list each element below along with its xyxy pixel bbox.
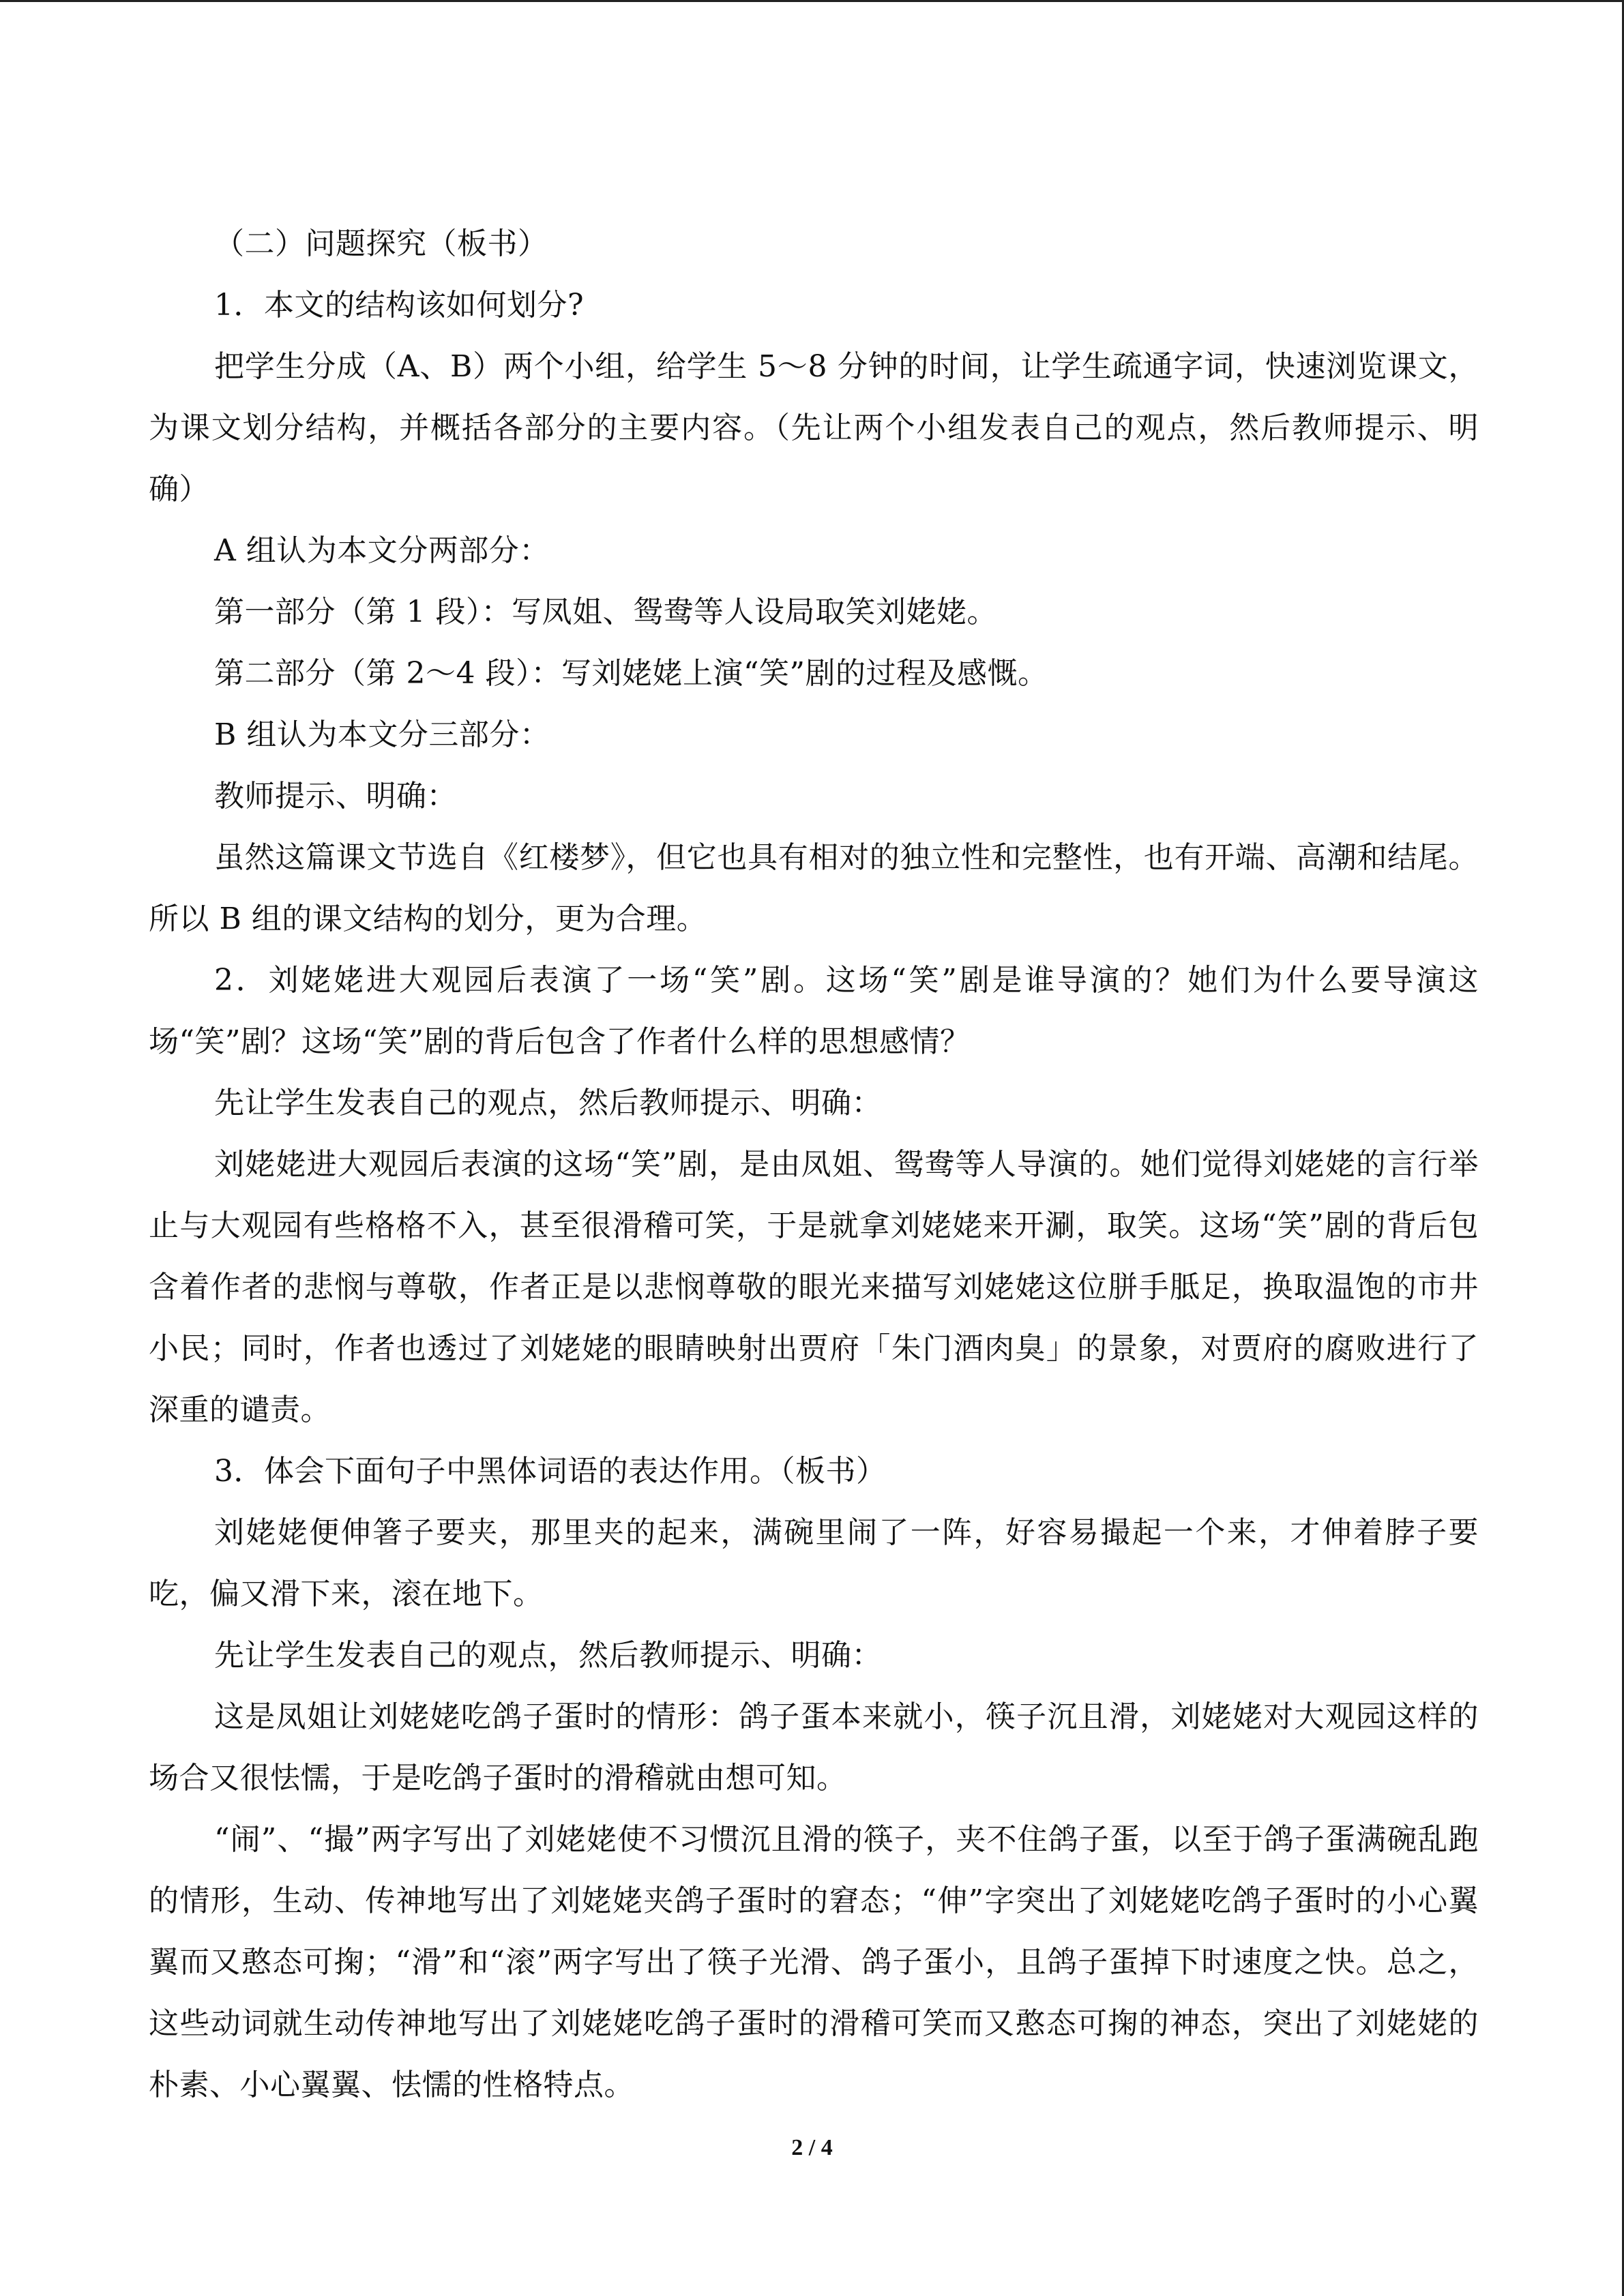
group-a-part-2: 第二部分（第 2～4 段）：写刘姥姥上演“笑”剧的过程及感慨。 bbox=[214, 656, 1048, 691]
q3-answer-1: 这是凤姐让刘姥姥吃鸽子蛋时的情形：鸽子蛋本来就小，筷子沉且滑，刘姥姥对大观园这样的场合又很怯懦，于是吃鸽子蛋时的滑稽就由想可知。 bbox=[149, 1699, 1479, 1795]
q2-answer: 刘姥姥进大观园后表演的这场“笑”剧，是由凤姐、鸳鸯等人导演的。她们觉得刘姥姥的言行举止与大观园有些格格不入，甚至很滑稽可笑，于是就拿刘姥姥来开涮，取笑。这场“笑”剧的背后包含着作者的悲悯与尊敬，作者正是以悲悯尊敬的眼光来描写刘姥姥这位胼手胝足，换取温饱的市井小民；同时，作者也透过了刘姥姥的眼睛映射出贾府「朱门酒肉臭」的景象，对贾府的腐败进行了深重的谴责。 bbox=[149, 1147, 1479, 1427]
document-body bbox=[149, 213, 1479, 2116]
question-1: 1．本文的结构该如何划分? bbox=[214, 288, 585, 323]
quote-sentence: 刘姥姥便伸箸子要夹，那里夹的起来，满碗里闹了一阵，好容易撮起一个来，才伸着脖子要吃，偏又滑下来，滚在地下。 bbox=[149, 1515, 1479, 1611]
group-b-intro: B 组认为本文分三部分： bbox=[214, 717, 550, 752]
group-a-part-1: 第一部分（第 1 段）：写凤姐、鸳鸯等人设局取笑刘姥姥。 bbox=[214, 595, 997, 629]
q1-instruction: 把学生分成（A、B）两个小组，给学生 5～8 分钟的时间，让学生疏通字词，快速浏览课文，为课文划分结构，并概括各部分的主要内容。（先让两个小组发表自己的观点，然后教师提示、明确） bbox=[149, 349, 1479, 507]
section-heading: （二）问题探究（板书） bbox=[214, 226, 548, 261]
q1-answer: 虽然这篇课文节选自《红楼梦》，但它也具有相对的独立性和完整性，也有开端、高潮和结尾。所以 B 组的课文结构的划分，更为合理。 bbox=[149, 840, 1479, 936]
teacher-hint-2: 先让学生发表自己的观点，然后教师提示、明确： bbox=[214, 1086, 882, 1120]
question-3: 3．体会下面句子中黑体词语的表达作用。（板书） bbox=[214, 1454, 887, 1489]
q3-answer-2: “闹”、“撮”两字写出了刘姥姥使不习惯沉且滑的筷子，夹不住鸽子蛋，以至于鸽子蛋满碗乱跑的情形，生动、传神地写出了刘姥姥夹鸽子蛋时的窘态；“伸”字突出了刘姥姥吃鸽子蛋时的小心翼翼而又憨态可掬；“滑”和“滚”两字写出了筷子光滑、鸽子蛋小，且鸽子蛋掉下时速度之快。总之，这些动词就生动传神地写出了刘姥姥吃鸽子蛋时的滑稽可笑而又憨态可掬的神态，突出了刘姥姥的朴素、小心翼翼、怯懦的性格特点。 bbox=[149, 1822, 1479, 2102]
question-2: 2．刘姥姥进大观园后表演了一场“笑”剧。这场“笑”剧是谁导演的？她们为什么要导演这场“笑”剧？这场“笑”剧的背后包含了作者什么样的思想感情？ bbox=[149, 963, 1479, 1059]
page-number: 2 / 4 bbox=[791, 2135, 833, 2160]
teacher-hint-1: 教师提示、明确： bbox=[214, 779, 457, 814]
teacher-hint-3: 先让学生发表自己的观点，然后教师提示、明确： bbox=[214, 1638, 882, 1673]
group-a-intro: A 组认为本文分两部分： bbox=[214, 533, 550, 568]
